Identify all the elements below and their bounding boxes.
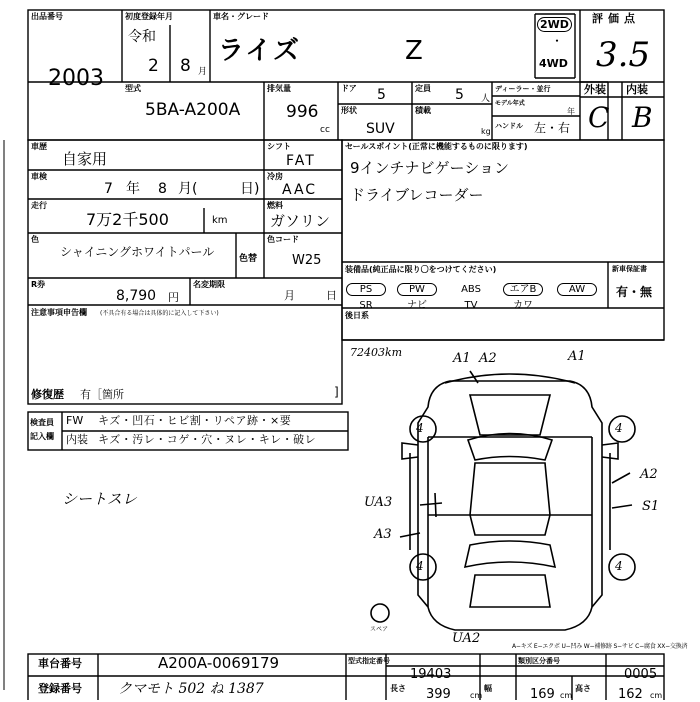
- equip-aw: AW: [557, 283, 597, 296]
- shape-label: 形状: [341, 106, 357, 115]
- history-label: 車歴: [31, 142, 47, 151]
- length-label: 長さ: [390, 684, 406, 693]
- handle-value: 左・右: [534, 121, 571, 135]
- lot-label: 出品番号: [31, 12, 63, 21]
- damage-legend: A−キズ E−エクボ U−凹み W−補修跡 S−サビ C−腐食 XX−交換済: [512, 643, 688, 650]
- equipment-label: 装備品(純正品に限り〇をつけてください): [345, 265, 497, 274]
- month-suffix: 月: [198, 67, 208, 77]
- inspector-note: シートスレ: [62, 490, 137, 508]
- mileage-value: 7万2千500: [86, 210, 169, 229]
- length-unit: cm: [470, 691, 483, 700]
- score-value: 3.5: [596, 35, 651, 75]
- lot-number: 2003: [48, 66, 104, 91]
- caution-note: (不具合有る場合は具体的に記入して下さい): [100, 310, 219, 317]
- registration-value: クマモト 502 ね 1387: [118, 681, 264, 697]
- inspection-year-unit: 年: [126, 181, 140, 197]
- ac-label: 冷房: [267, 172, 283, 181]
- load-unit: kg: [481, 127, 491, 136]
- color-change-label: 色替: [239, 254, 258, 264]
- r-ticket-label: R券: [31, 280, 46, 289]
- new-car-warranty-value: 有・無: [616, 285, 653, 299]
- shift-value: FAT: [286, 153, 316, 169]
- shape-value: SUV: [366, 121, 395, 137]
- diagram-mileage-note: 72403km: [350, 346, 403, 359]
- name-label: 車名・グレード: [213, 12, 269, 21]
- inspection-year: 7: [104, 181, 113, 197]
- inspector-exterior-header: FW: [66, 414, 84, 427]
- model-year-unit: 年: [567, 107, 575, 116]
- inspection-label: 車検: [31, 172, 47, 181]
- displacement-value: 996: [286, 102, 319, 122]
- backyard-label: 後日系: [345, 311, 369, 320]
- height-value: 162: [618, 687, 643, 702]
- inspector-exterior-text: キズ・凹石・ヒビ割・リペア跡・×要: [98, 414, 292, 427]
- inspection-month: 8: [158, 181, 167, 197]
- width-value: 169: [530, 687, 555, 702]
- chassis-label: 車台番号: [38, 657, 82, 670]
- bonnet: [470, 395, 550, 435]
- inspector-interior-text: キズ・汚レ・コゲ・穴・ヌレ・キレ・破レ: [98, 433, 317, 446]
- inspector-label-1: 検査員: [30, 418, 54, 427]
- inspection-day-unit: 日): [240, 181, 260, 197]
- equip-airbag: エアB: [503, 283, 543, 296]
- equip-tv: TV: [464, 300, 478, 311]
- color-label: 色: [31, 235, 39, 244]
- doors-value: 5: [377, 87, 386, 103]
- height-unit: cm: [650, 691, 663, 700]
- inspection-month-unit: 月(: [178, 181, 198, 197]
- inspector-interior-header: 内装: [66, 433, 88, 446]
- mark-s1: S1: [642, 499, 660, 514]
- handle-label: ハンドル: [495, 122, 523, 130]
- new-car-warranty-label: 新車保証書: [612, 265, 647, 273]
- r-ticket-unit: 円: [168, 291, 179, 304]
- equip-sr: SR: [359, 300, 373, 311]
- history-value: 自家用: [62, 150, 108, 168]
- interior-label: 内装: [626, 83, 648, 96]
- tyre-value-rl: 4: [416, 559, 424, 573]
- interior-grade: B: [632, 101, 653, 134]
- color-code-value: W25: [292, 253, 322, 268]
- model-label: 型式: [125, 84, 141, 93]
- color-value: シャイニングホワイトパール: [60, 245, 215, 259]
- drive-2wd: 2WD: [537, 17, 572, 32]
- equip-pw: PW: [397, 283, 437, 296]
- model-year-label: モデル年式: [495, 100, 525, 107]
- capacity-label: 定員: [415, 84, 431, 93]
- repair-bracket-close: ]: [334, 385, 339, 399]
- inspector-label-2: 記入欄: [30, 432, 54, 441]
- spare-label: スペア: [370, 626, 389, 633]
- equipment-row-2: [346, 293, 543, 312]
- mark-a1-top: A1: [453, 351, 471, 366]
- mark-line-a2-right: [612, 473, 630, 483]
- era: 令和: [128, 29, 156, 45]
- displacement-label: 排気量: [267, 84, 291, 93]
- caution-label: 注意事項申告欄: [31, 308, 87, 317]
- width-unit: cm: [560, 691, 573, 700]
- mark-a2-top: A2: [479, 351, 497, 366]
- mark-a1: A1: [568, 349, 586, 364]
- mileage-unit: km: [212, 215, 228, 226]
- car-outline: [418, 381, 602, 630]
- shift-label: シフト: [267, 142, 291, 151]
- dealer-label: ディーラー・並行: [495, 85, 551, 93]
- mark-a2-right: A2: [640, 467, 658, 482]
- equip-leather: カワ: [513, 300, 533, 311]
- exterior-label: 外装: [584, 83, 606, 96]
- type-cert-value: 19403: [410, 667, 452, 682]
- capacity-unit: 人: [481, 94, 491, 104]
- mark-line-s1: [612, 505, 632, 508]
- color-code-label: 色コード: [267, 235, 299, 244]
- rear-window: [465, 541, 555, 567]
- sales-point-label: セールスポイント(正常に機能するものに限ります): [345, 142, 528, 151]
- name-change-day: 日: [326, 289, 337, 302]
- mileage-label: 走行: [31, 201, 47, 210]
- repair-value: 有［箇所: [80, 388, 124, 401]
- name-change-label: 名変期限: [193, 280, 225, 289]
- repair-label: 修復歴: [31, 388, 64, 401]
- model-value: 5BA-A200A: [145, 100, 241, 120]
- drive-4wd: 4WD: [539, 57, 568, 70]
- height-label: 高さ: [575, 684, 591, 693]
- ac-value: AAC: [282, 182, 318, 198]
- fuel-value: ガソリン: [270, 212, 331, 230]
- length-value: 399: [426, 687, 451, 702]
- car-grade: Z: [405, 36, 423, 66]
- capacity-value: 5: [455, 87, 464, 103]
- registration-label: 登録番号: [38, 682, 82, 695]
- category-label: 類別区分番号: [518, 657, 560, 665]
- mark-ua2: UA2: [452, 631, 481, 646]
- reg-year: 2: [148, 56, 159, 76]
- spare-tyre: [371, 604, 389, 622]
- type-cert-label: 型式指定番号: [348, 657, 390, 665]
- mark-ua3: UA3: [364, 495, 393, 510]
- width-label: 幅: [484, 684, 492, 693]
- roof: [470, 463, 550, 535]
- mark-slash-ua3: [420, 493, 442, 517]
- tyre-value-fr: 4: [615, 421, 623, 435]
- first-reg-label: 初度登録年月: [125, 12, 173, 21]
- car-damage-diagram: [350, 345, 670, 650]
- displacement-unit: cc: [320, 125, 330, 135]
- equip-ps: PS: [346, 283, 386, 296]
- drive-dot: ・: [551, 34, 564, 48]
- doors-label: ドア: [341, 84, 357, 93]
- tyre-value-rr: 4: [615, 559, 623, 573]
- chassis-value: A200A-0069179: [158, 654, 280, 672]
- fuel-label: 燃料: [267, 201, 283, 210]
- r-ticket-value: 8,790: [116, 288, 157, 304]
- sales-point-line-1: 9インチナビゲーション: [350, 159, 509, 177]
- tyre-value-fl: 4: [416, 421, 424, 435]
- equip-navi: ナビ: [407, 300, 427, 311]
- equip-abs: ABS: [461, 284, 481, 295]
- car-name: ライズ: [218, 36, 301, 66]
- category-value: 0005: [624, 667, 658, 682]
- score-label: 評価点: [592, 12, 640, 25]
- trunk: [470, 575, 550, 607]
- sales-point-line-2: ドライブレコーダー: [350, 186, 484, 204]
- mark-a3: A3: [374, 527, 392, 542]
- reg-month: 8: [180, 56, 191, 76]
- load-label: 積載: [415, 106, 431, 115]
- name-change-month: 月: [284, 289, 295, 302]
- exterior-grade: C: [588, 101, 610, 134]
